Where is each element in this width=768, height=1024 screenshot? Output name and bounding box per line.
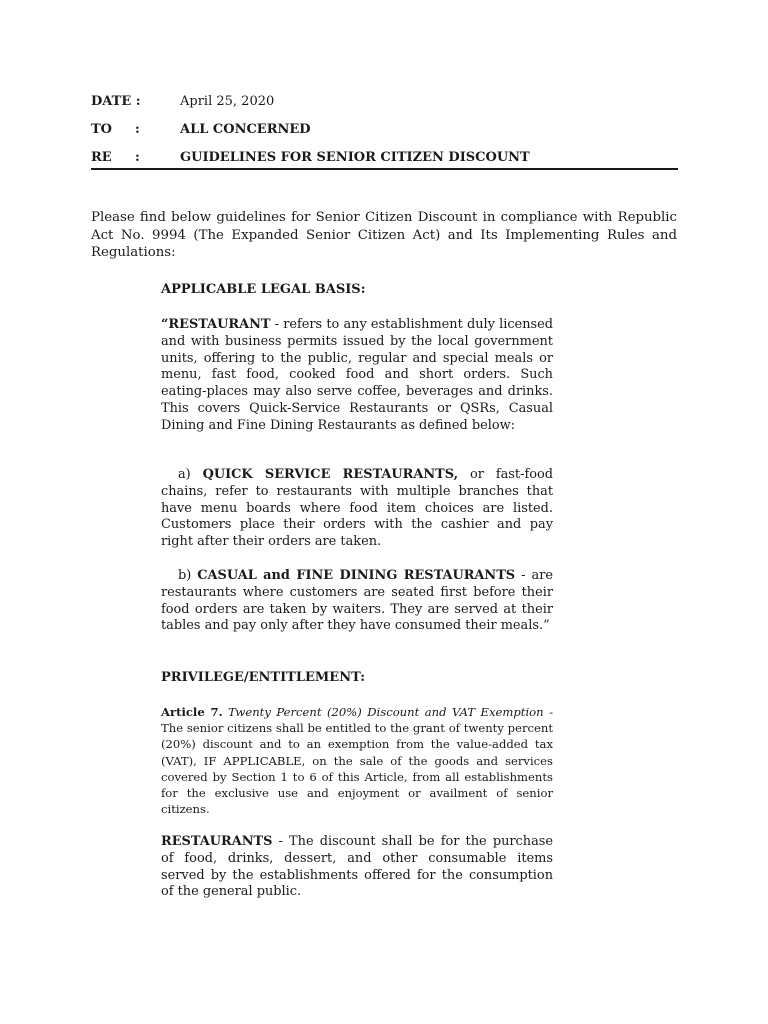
article-text: - The senior citizens shall be entitled to the grant of twenty percent (20%) discount and to an exemption from the value-added tax (VAT), IF APPLICABLE, on the sale of the goods and services covered by Section 1 to 6 of this Article, from all establishments for the exclusive use and enjoyment or availment of senior citizens.: [161, 705, 553, 817]
article-7-paragraph: [161, 704, 553, 817]
qsr-marker: a): [178, 467, 203, 482]
legal-basis-heading: APPLICABLE LEGAL BASIS:: [161, 282, 366, 297]
to-colon: :: [135, 122, 140, 137]
article-label: Article 7.: [161, 705, 223, 719]
restaurant-term: “RESTAURANT: [161, 317, 271, 332]
casual-term: CASUAL and FINE DINING RESTAURANTS: [197, 568, 516, 583]
date-label: DATE :: [91, 94, 141, 109]
intro-paragraph: Please find below guidelines for Senior Citizen Discount in compliance with Republic Act No. 9994 (The Expanded Senior Citizen Act) and Its Implementing Rules and Regulations:: [91, 210, 677, 260]
qsr-term: QUICK SERVICE RESTAURANTS,: [202, 467, 459, 482]
casual-def-text: - are restaurants where customers are seated first before their food orders are taken by waiters. They are served at their tables and pay only after they have consumed their meals.”: [161, 568, 553, 634]
restaurant-definition: [161, 317, 553, 435]
qsr-def-text: or fast-food chains, refer to restaurants with multiple branches that have menu boards where food item choices are listed. Customers place their orders with the cashier and pay right after their orders are taken.: [161, 467, 553, 550]
restaurants-text: - The discount shall be for the purchase of food, drinks, dessert, and other consumable items served by the establishments offered for the consumption of the general public.: [161, 834, 553, 900]
casual-marker: b): [178, 568, 198, 583]
to-label: TO: [91, 122, 112, 137]
restaurants-term: RESTAURANTS: [161, 834, 273, 849]
article-title: Twenty Percent (20%) Discount and VAT Exemption: [222, 705, 544, 719]
re-label: RE: [91, 150, 112, 165]
re-value: GUIDELINES FOR SENIOR CITIZEN DISCOUNT: [180, 150, 530, 165]
casual-dining-definition: [161, 568, 553, 635]
re-colon: :: [135, 150, 140, 165]
restaurants-discount-paragraph: [161, 834, 553, 901]
restaurant-def-text: - refers to any establishment duly licensed and with business permits issued by the local government units, offering to the public, regular and special meals or menu, fast food, cooked food and short orders. Such eating-places may also serve coffee, beverages and drinks. This covers Quick-Service Restaurants or QSRs, Casual Dining and Fine Dining Restaurants as defined below:: [161, 317, 553, 433]
header-divider: [91, 168, 678, 170]
privilege-heading: PRIVILEGE/ENTITLEMENT:: [161, 670, 366, 685]
date-value: April 25, 2020: [180, 94, 275, 109]
qsr-definition: [161, 467, 553, 551]
to-value: ALL CONCERNED: [180, 122, 311, 137]
